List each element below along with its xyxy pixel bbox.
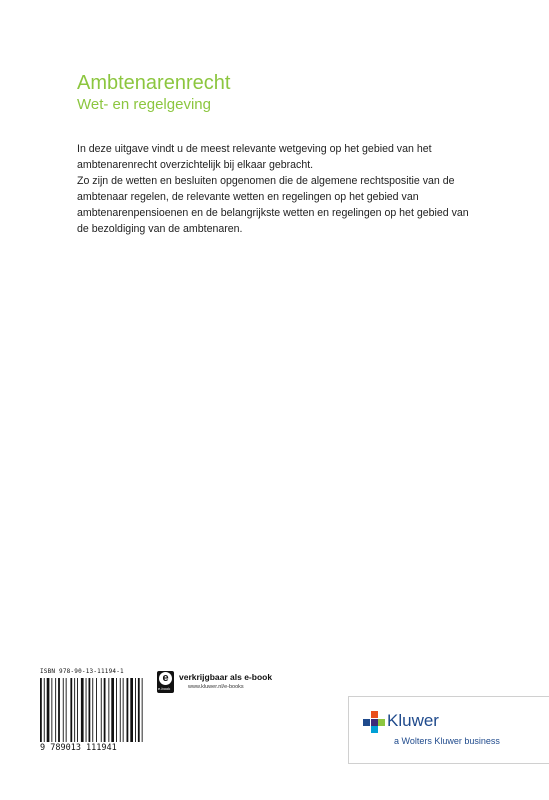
description [77, 141, 477, 237]
barcode-icon [40, 678, 144, 742]
barcode-block [40, 668, 144, 753]
publisher-name: Kluwer [387, 711, 439, 730]
kluwer-logo-icon [363, 711, 385, 733]
ebook-url[interactable]: www.kluwer.nl/e-books [188, 684, 244, 690]
description-paragraph-2: Zo zijn de wetten en besluiten opgenomen die de algemene rechtspositie van de ambtenaar regelen, de relevante wetten en regelingen op het gebied van ambtenarenpensioenen en de belangrijkste wetten en regelingen op het gebied van de bezoldiging van de ambtenaren. [77, 175, 469, 235]
ebook-label: verkrijgbaar als e-book [179, 672, 273, 682]
barcode-digits: 9 789013 111941 [40, 743, 117, 753]
publisher-tagline: a Wolters Kluwer business [394, 736, 500, 746]
book-title: Ambtenarenrecht [77, 72, 231, 94]
description-paragraph-1: In deze uitgave vindt u de meest relevante wetgeving op het gebied van het ambtenarenrecht overzichtelijk bij elkaar gebracht. [77, 143, 432, 171]
book-subtitle: Wet- en regelgeving [77, 96, 211, 113]
isbn-label: ISBN 978-90-13-11194-1 [40, 668, 124, 675]
ebook-badge-text: e-book [158, 686, 171, 691]
publisher-logo-box [348, 696, 549, 764]
ebook-badge-letter: e [159, 672, 172, 685]
ebook-icon [157, 671, 174, 693]
